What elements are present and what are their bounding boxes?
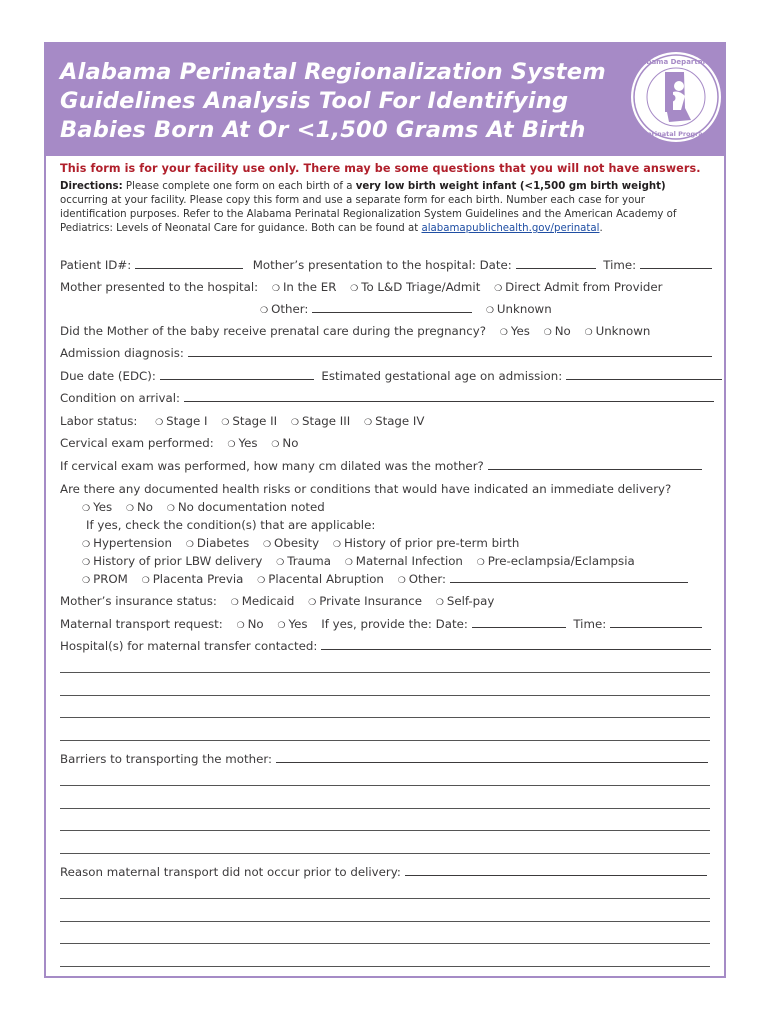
directions-bold: very low birth weight infant (<1,500 gm birth weight) <box>355 181 666 192</box>
labor-stage-4[interactable]: ❍ Stage IV <box>364 414 424 428</box>
row-transport <box>60 617 702 631</box>
patient-id-field[interactable] <box>135 258 243 269</box>
labor-stage-3[interactable]: ❍ Stage III <box>291 414 350 428</box>
dilated-question: If cervical exam was performed, how many cm dilated was the mother? <box>60 459 484 473</box>
row-presented-other <box>250 302 552 316</box>
barriers-line-3[interactable] <box>60 830 710 831</box>
cond-diabetes[interactable]: ❍ Diabetes <box>186 536 249 550</box>
prenatal-no[interactable]: ❍ No <box>544 324 571 338</box>
row-due-date <box>60 369 722 383</box>
cond-placenta-previa[interactable]: ❍ Placenta Previa <box>142 572 244 586</box>
hospitals-field[interactable] <box>321 639 711 650</box>
cervical-no[interactable]: ❍ No <box>271 436 298 450</box>
cond-lbw-history[interactable]: ❍ History of prior LBW delivery <box>82 554 262 568</box>
adph-seal-logo <box>629 50 723 144</box>
barriers-line-2[interactable] <box>60 808 710 809</box>
cond-preterm-history[interactable]: ❍ History of prior pre-term birth <box>333 536 519 550</box>
row-labor <box>60 414 424 428</box>
row-admission <box>60 346 712 360</box>
reason-line-3[interactable] <box>60 943 710 944</box>
transport-time-label: Time: <box>573 617 607 631</box>
transport-yes[interactable]: ❍ Yes <box>277 617 307 631</box>
directions <box>60 180 712 236</box>
if-yes-label: If yes, check the condition(s) that are applicable: <box>86 518 376 532</box>
row-conditions-2 <box>72 554 635 568</box>
row-conditions-1 <box>72 536 519 550</box>
cond-hypertension[interactable]: ❍ Hypertension <box>82 536 172 550</box>
directions-text-2: occurring at your facility. Please copy this form and use a separate form for each birth. Number each case for your identification purposes. Refer to the Alabama Perinatal Regionalization System Guidelines and the American Academy of Pediatrics: Levels of Neonatal Care for guidance. Both can be found at <box>60 195 677 234</box>
risks-yes[interactable]: ❍ Yes <box>82 500 112 514</box>
cond-other-field[interactable] <box>450 572 688 583</box>
other-field[interactable] <box>312 302 472 313</box>
row-patient <box>60 258 712 272</box>
labor-stage-1[interactable]: ❍ Stage I <box>155 414 207 428</box>
cervical-yes[interactable]: ❍ Yes <box>227 436 257 450</box>
directions-label: Directions: <box>60 181 123 192</box>
due-date-label: Due date (EDC): <box>60 369 156 383</box>
option-other[interactable]: ❍ Other: <box>260 302 308 316</box>
cond-prom[interactable]: ❍ PROM <box>82 572 128 586</box>
presented-to-label: Mother presented to the hospital: <box>60 280 259 294</box>
directions-text: Please complete one form on each birth of a <box>122 181 356 192</box>
transport-date-label: If yes, provide the: Date: <box>321 617 468 631</box>
row-hospitals <box>60 639 711 653</box>
facility-notice: This form is for your facility use only. There may be some questions that you will not have answers. <box>60 162 701 175</box>
risks-no[interactable]: ❍ No <box>126 500 153 514</box>
patient-id-label: Patient ID#: <box>60 258 132 272</box>
option-ld-triage[interactable]: ❍ To L&D Triage/Admit <box>350 280 480 294</box>
risks-no-documentation[interactable]: ❍ No documentation noted <box>167 500 325 514</box>
transport-request-label: Maternal transport request: <box>60 617 223 631</box>
insurance-medicaid[interactable]: ❍ Medicaid <box>231 594 295 608</box>
prenatal-unknown[interactable]: ❍ Unknown <box>584 324 650 338</box>
prenatal-question: Did the Mother of the baby receive prenatal care during the pregnancy? <box>60 324 486 338</box>
presentation-time-field[interactable] <box>640 258 712 269</box>
option-er[interactable]: ❍ In the ER <box>272 280 337 294</box>
row-risks-answer <box>72 500 325 514</box>
reason-field[interactable] <box>405 865 707 876</box>
due-date-field[interactable] <box>160 369 314 380</box>
row-cervical <box>60 436 298 450</box>
hospitals-line-2[interactable] <box>60 695 710 696</box>
cond-other[interactable]: ❍ Other: <box>398 572 446 586</box>
row-reason <box>60 865 707 879</box>
row-if-yes <box>86 518 375 532</box>
reason-line-4[interactable] <box>60 966 710 967</box>
labor-stage-2[interactable]: ❍ Stage II <box>221 414 277 428</box>
reason-label: Reason maternal transport did not occur prior to delivery: <box>60 865 401 879</box>
option-direct-admit[interactable]: ❍ Direct Admit from Provider <box>494 280 662 294</box>
row-condition <box>60 391 714 405</box>
directions-end: . <box>599 223 603 234</box>
form-frame <box>44 42 726 978</box>
hospitals-line-1[interactable] <box>60 672 710 673</box>
labor-status-label: Labor status: <box>60 414 138 428</box>
title-line-1: Alabama Perinatal Regionalization System <box>60 59 606 85</box>
option-unknown[interactable]: ❍ Unknown <box>486 302 552 316</box>
row-conditions-3 <box>72 572 688 586</box>
cond-preeclampsia[interactable]: ❍ Pre-eclampsia/Eclampsia <box>477 554 635 568</box>
svg-text:Alabama Department: Alabama Department <box>633 58 719 66</box>
admission-dx-label: Admission diagnosis: <box>60 346 184 360</box>
admission-dx-field[interactable] <box>188 346 712 357</box>
gest-age-label: Estimated gestational age on admission: <box>321 369 563 383</box>
cond-placental-abruption[interactable]: ❍ Placental Abruption <box>257 572 384 586</box>
insurance-label: Mother’s insurance status: <box>60 594 217 608</box>
cond-trauma[interactable]: ❍ Trauma <box>276 554 331 568</box>
barriers-line-1[interactable] <box>60 785 710 786</box>
cervical-label: Cervical exam performed: <box>60 436 214 450</box>
gest-age-field[interactable] <box>566 369 722 380</box>
insurance-self-pay[interactable]: ❍ Self-pay <box>436 594 495 608</box>
barriers-field[interactable] <box>276 752 708 763</box>
risks-question: Are there any documented health risks or conditions that would have indicated an immediate delivery? <box>60 482 672 496</box>
barriers-line-4[interactable] <box>60 853 710 854</box>
hospitals-line-3[interactable] <box>60 717 710 718</box>
transport-date-field[interactable] <box>472 617 566 628</box>
row-insurance <box>60 594 494 608</box>
row-presented <box>60 280 663 294</box>
presentation-time-label: Time: <box>603 258 637 272</box>
insurance-private[interactable]: ❍ Private Insurance <box>308 594 422 608</box>
title-banner <box>46 44 724 156</box>
barriers-label: Barriers to transporting the mother: <box>60 752 272 766</box>
transport-no[interactable]: ❍ No <box>237 617 264 631</box>
title-line-3: Babies Born At Or <1,500 Grams At Birth <box>60 117 586 143</box>
reason-line-1[interactable] <box>60 898 710 899</box>
cond-obesity[interactable]: ❍ Obesity <box>263 536 319 550</box>
perinatal-link[interactable]: alabamapublichealth.gov/perinatal <box>421 223 600 234</box>
cond-maternal-infection[interactable]: ❍ Maternal Infection <box>345 554 463 568</box>
hospitals-line-4[interactable] <box>60 740 710 741</box>
row-prenatal <box>60 324 650 338</box>
reason-line-2[interactable] <box>60 921 710 922</box>
transport-time-field[interactable] <box>610 617 702 628</box>
prenatal-yes[interactable]: ❍ Yes <box>500 324 530 338</box>
presentation-date-field[interactable] <box>516 258 596 269</box>
title-line-2: Guidelines Analysis Tool For Identifying <box>60 88 569 114</box>
condition-field[interactable] <box>184 391 714 402</box>
presentation-date-label: Mother’s presentation to the hospital: Date: <box>252 258 512 272</box>
row-barriers <box>60 752 708 766</box>
row-dilated <box>60 459 702 473</box>
form-title <box>60 58 620 145</box>
row-risks <box>60 482 671 496</box>
svg-text:Perinatal Program: Perinatal Program <box>642 130 710 138</box>
condition-label: Condition on arrival: <box>60 391 180 405</box>
hospitals-label: Hospital(s) for maternal transfer contacted: <box>60 639 318 653</box>
dilated-field[interactable] <box>488 459 702 470</box>
form-intro <box>60 162 712 236</box>
